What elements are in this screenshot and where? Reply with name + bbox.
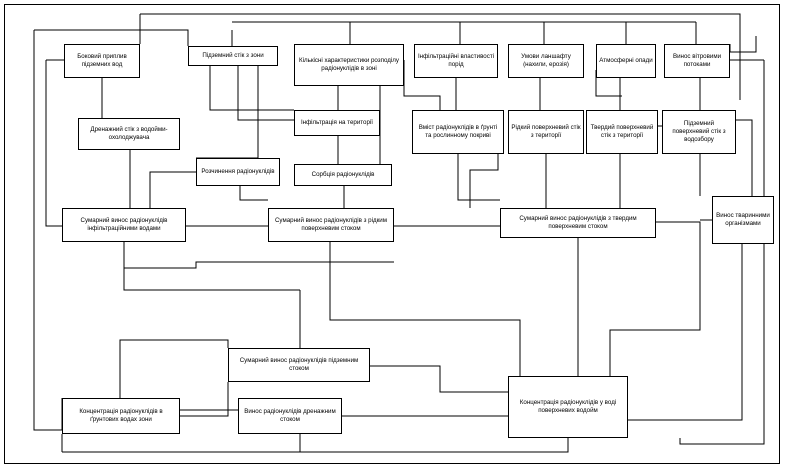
- node-tverdyi-poverkhnevyi-stik[interactable]: Твердий поверхневий стік з території: [586, 110, 658, 154]
- node-vmist-radionuklidiv-grunt[interactable]: Вміст радіонуклідів в ґрунті та рослинному покриві: [412, 110, 504, 154]
- node-umovy-lanshaftu[interactable]: Умови ланшафту (нахили, ерозія): [508, 44, 584, 78]
- node-pidzemnyi-stik-z-zony[interactable]: Підземний стік з зони: [188, 46, 278, 66]
- node-rozchynennya-radionuklidiv[interactable]: Розчинення радіонуклідів: [196, 158, 280, 186]
- node-kilkisni-kharakterystyky[interactable]: Кількісні характеристики розподілу радіонуклідів в зоні: [294, 44, 404, 86]
- node-ridkyi-poverkhnevyi-stik[interactable]: Рідкий поверхневий стік з території: [508, 110, 584, 154]
- node-kontsentratsiya-u-vodi-vodoym[interactable]: Концентрація радіонуклідів у воді поверхневих водойм: [508, 376, 628, 438]
- node-infiltratsiya-na-terytoriyi[interactable]: Інфільтрація на території: [294, 110, 380, 136]
- node-sumarnyi-vynos-pidzemnym-stokom[interactable]: Сумарний винос радіонуклідів підземним стоком: [228, 348, 370, 382]
- node-infiltratsiyni-vlastyvosti[interactable]: Інфільтраційні властивості порід: [414, 44, 498, 78]
- node-vynos-drenazhnym-stokom[interactable]: Винос радіонуклідів дренажним стоком: [238, 398, 342, 434]
- node-pidzemnyi-poverkhnevyi-stik[interactable]: Підземний поверхневий стік з водозбору: [662, 110, 736, 154]
- node-sumarnyi-vynos-ridkym-stokom[interactable]: Сумарний винос радіонуклідів з рідким поверхневим стоком: [268, 208, 394, 242]
- node-sumarnyi-vynos-infiltratsiynymy[interactable]: Сумарний винос радіонуклідів інфільтраційними водами: [62, 208, 186, 242]
- node-sumarnyi-vynos-tverdym-stokom[interactable]: Сумарний винос радіонуклідів з твердим поверхневим стоком: [500, 208, 656, 238]
- node-boковий-приплив[interactable]: Боковий приплив підземних вод: [64, 44, 140, 78]
- node-vynos-vitrovymy-potokamy[interactable]: Винос вітровими потоками: [664, 44, 730, 78]
- node-sorbtsiya-radionuklidiv[interactable]: Сорбція радіонуклідів: [294, 164, 392, 186]
- node-kontsentratsiya-v-gruntovykh-vodakh[interactable]: Концентрація радіонуклідів в ґрунтових водах зони: [62, 398, 180, 434]
- node-vynos-tvarynnymy-organizmamy[interactable]: Винос тваринними організмами: [712, 196, 774, 244]
- node-drenazhnyi-stik[interactable]: Дренажний стік з водойми-охолоджувача: [78, 118, 180, 150]
- node-atmosferni-opady[interactable]: Атмосферні опади: [596, 44, 656, 78]
